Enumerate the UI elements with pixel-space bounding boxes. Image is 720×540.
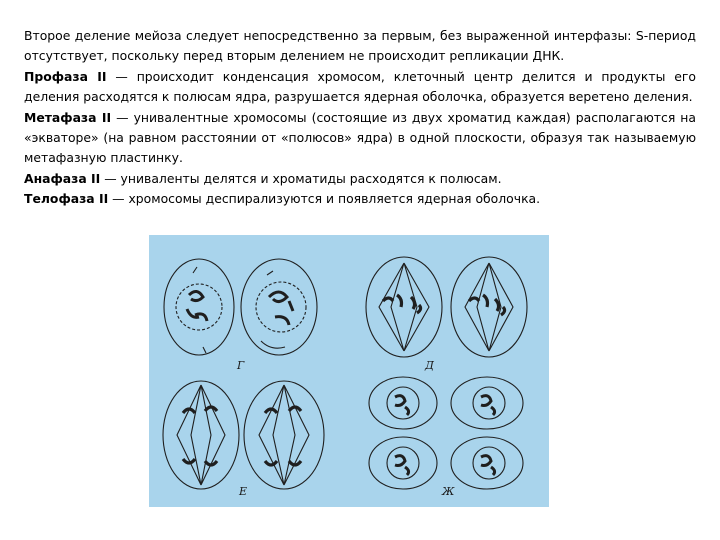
paragraph-telophase: [24, 189, 696, 209]
paragraph-intro: [24, 26, 696, 67]
label-d: Д: [425, 359, 434, 372]
cell-telophase-top-left: [369, 377, 437, 429]
paragraph-prophase: [24, 67, 696, 108]
paragraph-term: Профаза II: [24, 68, 107, 84]
text-block: [24, 26, 696, 210]
meiosis-illustration: [149, 235, 549, 507]
cell-prophase-left: [164, 259, 234, 355]
label-e: Е: [239, 485, 248, 498]
cell-telophase-bottom-left: [369, 437, 437, 489]
paragraph-text: — хромосомы деспирализуются и появляется ядерная оболочка.: [108, 191, 541, 207]
paragraph-term: Метафаза II: [24, 109, 112, 125]
cell-telophase-bottom-right: [451, 437, 523, 489]
paragraph-text: — происходит конденсация хромосом, клеточный центр делится и продукты его деления расходятся к полюсам ядра, разрушается ядерная оболочка, образуется веретено деления.: [24, 68, 696, 105]
paragraph-text: — униваленты делятся и хроматиды расходятся к полюсам.: [100, 170, 502, 186]
cell-prophase-right: [241, 259, 317, 355]
paragraph-text: — унивалентные хромосомы (состоящие из двух хроматид каждая) располагаются на «экваторе» (на равном расстоянии от «полюсов» ядра) в одной плоскости, образуя так называемую метафазную пластинку.: [24, 109, 696, 166]
paragraph-text: Второе деление мейоза следует непосредственно за первым, без выраженной интерфазы: S-период отсутствует, поскольку перед вторым делением не происходит репликации ДНК.: [24, 28, 696, 64]
meiosis-figure: [149, 235, 549, 507]
cell-anaphase-right: [244, 381, 324, 489]
label-zh: Ж: [442, 485, 455, 498]
cell-anaphase-left: [163, 381, 239, 489]
paragraph-term: Анафаза II: [24, 170, 101, 186]
cell-metaphase-left: [366, 257, 442, 357]
cell-metaphase-right: [451, 257, 527, 357]
paragraph-anaphase: [24, 169, 696, 189]
cell-telophase-top-right: [451, 377, 523, 429]
paragraph-term: Телофаза II: [24, 191, 109, 207]
paragraph-metaphase: [24, 108, 696, 169]
label-g: Г: [237, 359, 245, 372]
